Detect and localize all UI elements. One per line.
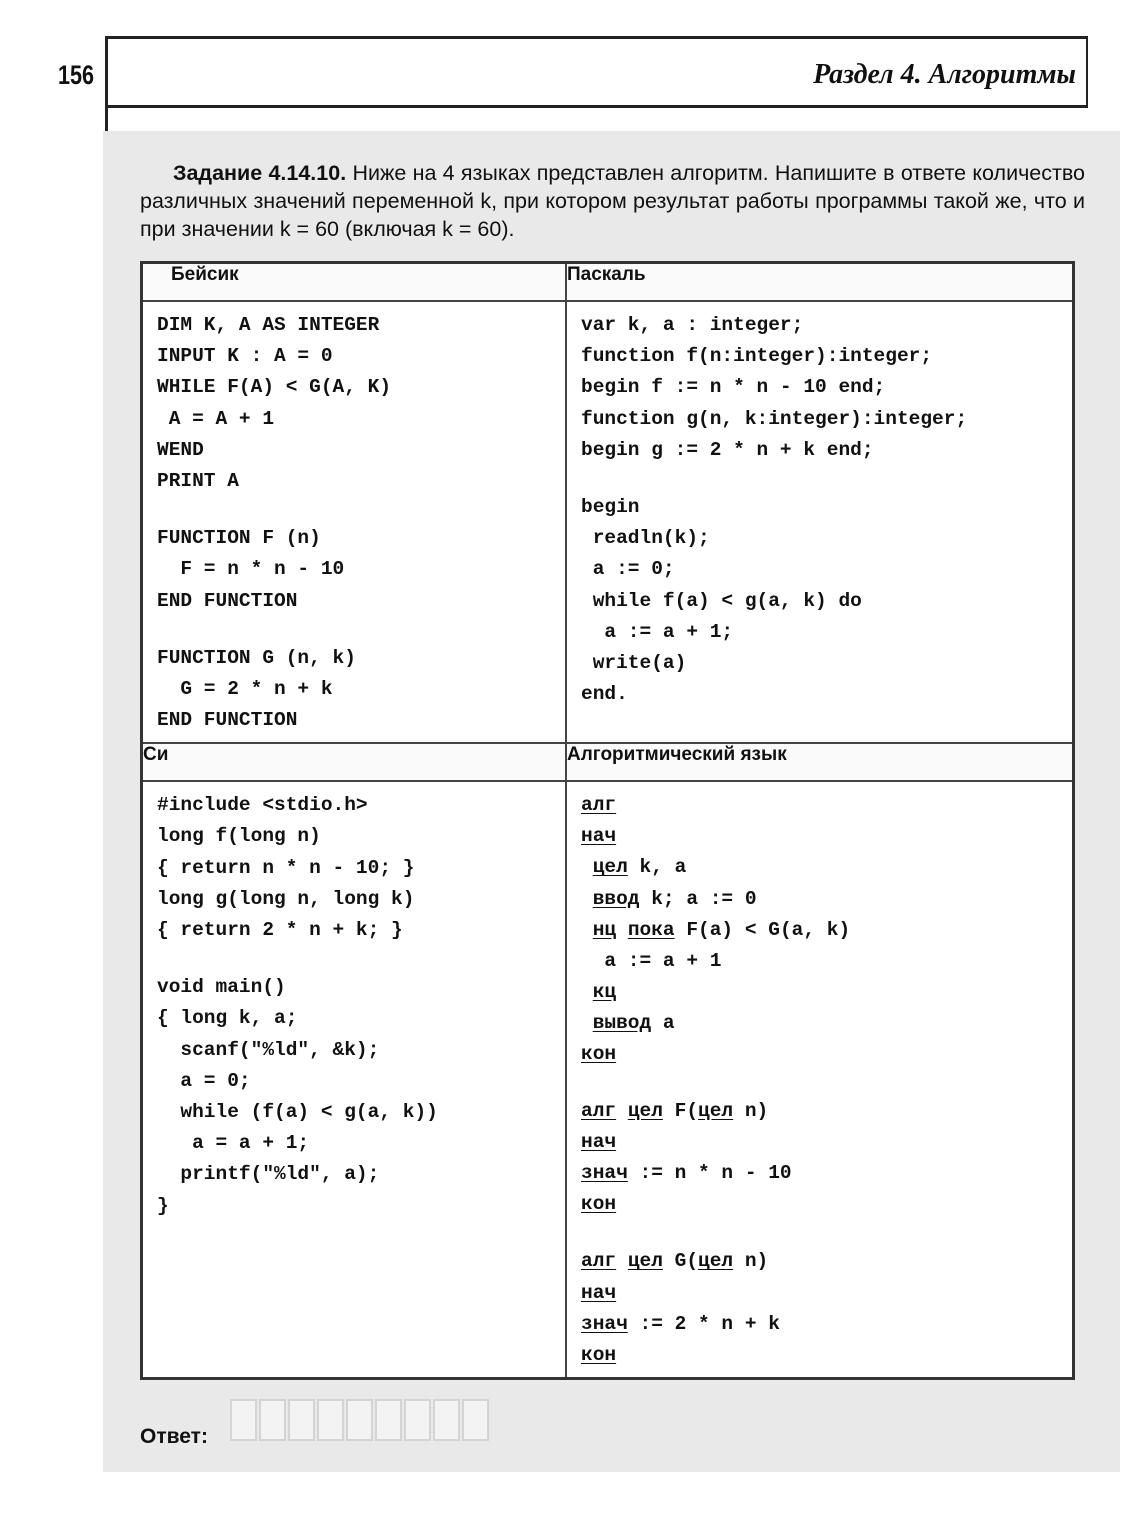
code-line: знач := 2 * n + k [581, 1312, 780, 1335]
code-line: PRINT A [157, 469, 239, 492]
code-line: G = 2 * n + k [157, 677, 333, 700]
code-line: кон [581, 1193, 617, 1216]
answer-cell[interactable] [433, 1399, 460, 1441]
answer-cell[interactable] [346, 1399, 373, 1441]
code-line: алг цел G(цел n) [581, 1250, 769, 1273]
header-alg: Алгоритмический язык [566, 743, 1074, 781]
answer-cell[interactable] [317, 1399, 344, 1441]
header-c: Си [142, 743, 567, 781]
blank-line [157, 497, 565, 523]
code-line: a = 0; [157, 1069, 251, 1092]
code-line: long g(long n, long k) [157, 887, 415, 910]
code-line: INPUT K : A = 0 [157, 345, 333, 368]
code-line: FUNCTION F (n) [157, 527, 321, 550]
code-line: кон [581, 1343, 617, 1366]
code-table [140, 261, 1075, 1380]
code-line: printf("%ld", a); [157, 1163, 380, 1186]
section-title: Раздел 4. Алгоритмы [813, 59, 1076, 90]
code-line: long f(long n) [157, 825, 321, 848]
code-line: A = A + 1 [157, 407, 275, 430]
code-line: нач [581, 1131, 617, 1154]
code-line: ввод k; a := 0 [592, 887, 757, 910]
page-number: 156 [58, 60, 95, 90]
code-line: while (f(a) < g(a, k)) [157, 1100, 438, 1123]
task-text [140, 159, 1085, 243]
code-line: a := a + 1 [581, 949, 722, 972]
c-code [143, 782, 565, 1227]
code-line: нц пока F(a) < G(a, k) [592, 918, 851, 941]
blank-line [157, 946, 565, 972]
blank-line [157, 617, 565, 643]
code-line: while f(a) < g(a, k) do [581, 589, 862, 612]
answer-cell[interactable] [259, 1399, 286, 1441]
pascal-cell [566, 301, 1074, 743]
header-divider [105, 106, 108, 132]
code-line: } [157, 1194, 169, 1217]
answer-cell[interactable] [288, 1399, 315, 1441]
code-line: WHILE F(A) < G(A, K) [157, 376, 392, 399]
answer-boxes[interactable] [230, 1399, 491, 1441]
header-box [105, 36, 1088, 108]
code-line: { return n * n - 10; } [157, 856, 415, 879]
basic-code [143, 302, 565, 742]
code-line: алг цел F(цел n) [581, 1100, 769, 1123]
code-line: var k, a : integer; [581, 314, 804, 336]
code-line: write(a) [581, 651, 687, 674]
code-line: нач [581, 1281, 617, 1304]
code-line: { return 2 * n + k; } [157, 919, 403, 941]
code-line: нач [581, 825, 617, 848]
answer-cell[interactable] [230, 1399, 257, 1441]
code-line: кц [592, 980, 617, 1003]
code-line: readln(k); [581, 527, 710, 550]
code-line: a := a + 1; [581, 620, 734, 643]
code-line: вывод a [592, 1011, 675, 1034]
code-line: WEND [157, 438, 204, 461]
code-line: END FUNCTION [157, 709, 298, 732]
code-line: кон [581, 1043, 617, 1065]
task-body: Ниже на 4 языках представлен алгоритм. Напишите в ответе количество различных значений переменной k, при котором результат работы программы такой же, что и при значении k = 60 (включая k = 60). [140, 161, 1085, 241]
answer-cell[interactable] [462, 1399, 489, 1441]
code-line: begin f := n * n - 10 end; [581, 376, 886, 399]
code-line: begin g := 2 * n + k end; [581, 438, 874, 461]
blank-line [581, 466, 1072, 492]
code-line: a := 0; [581, 558, 675, 581]
code-line: F = n * n - 10 [157, 558, 345, 581]
code-line: алг [581, 794, 617, 817]
answer-cell[interactable] [404, 1399, 431, 1441]
header-basic: Бейсик [142, 263, 567, 302]
alg-code [567, 782, 1072, 1377]
answer-label: Ответ: [140, 1425, 208, 1448]
code-line: function f(n:integer):integer; [581, 345, 933, 368]
pascal-code [567, 302, 1072, 716]
header-pascal: Паскаль [566, 263, 1074, 302]
code-line: end. [581, 683, 628, 706]
code-line: знач := n * n - 10 [581, 1162, 792, 1185]
alg-cell [566, 781, 1074, 1378]
basic-cell [142, 301, 567, 743]
code-line: FUNCTION G (n, k) [157, 646, 356, 669]
task-label: Задание 4.14.10. [173, 161, 347, 185]
c-cell [142, 781, 567, 1378]
code-line: void main() [157, 976, 286, 999]
content-panel [103, 131, 1120, 1472]
answer-cell[interactable] [375, 1399, 402, 1441]
code-line: a = a + 1; [157, 1132, 310, 1155]
code-line: scanf("%ld", &k); [157, 1038, 380, 1061]
code-line: begin [581, 495, 640, 518]
code-line: END FUNCTION [157, 589, 298, 612]
code-line: DIM K, A AS INTEGER [157, 314, 380, 336]
code-line: { long k, a; [157, 1007, 298, 1030]
code-line: цел k, a [592, 856, 687, 879]
code-line: #include <stdio.h> [157, 794, 368, 817]
code-line: function g(n, k:integer):integer; [581, 407, 968, 430]
